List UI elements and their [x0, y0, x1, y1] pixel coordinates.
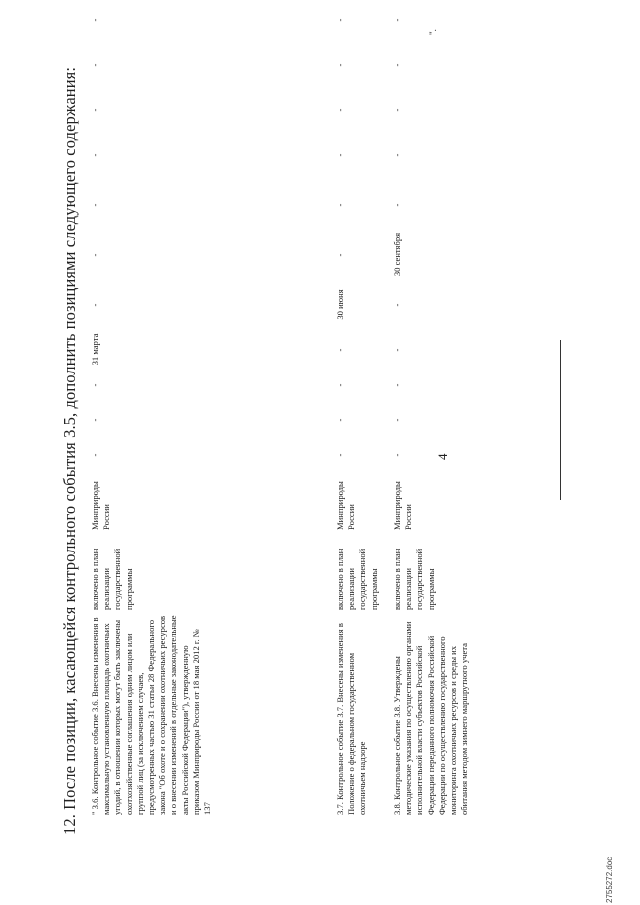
empty-period-cell: -	[335, 153, 345, 157]
deadline-cell: 31 марта	[90, 333, 100, 366]
status-cell: включено в план реализации государственной программы	[90, 548, 134, 610]
empty-period-cell: -	[335, 418, 345, 422]
empty-period-cell: -	[392, 203, 402, 207]
separator-line	[560, 340, 561, 500]
empty-period-cell: -	[90, 153, 100, 157]
empty-period-cell: -	[392, 303, 402, 307]
empty-period-cell: -	[392, 63, 402, 67]
deadline-cell: 30 сентября	[392, 232, 402, 277]
empty-period-cell: -	[335, 63, 345, 67]
empty-period-cell: -	[90, 418, 100, 422]
responsible-cell: Минприроды России	[392, 481, 414, 530]
page-number: 4	[435, 453, 450, 460]
status-cell: включено в план реализации государственной программы	[335, 548, 379, 610]
empty-period-cell: -	[90, 253, 100, 257]
empty-period-cell: -	[392, 418, 402, 422]
empty-period-cell: -	[90, 383, 100, 387]
empty-period-cell: -	[335, 253, 345, 257]
empty-period-cell: -	[335, 108, 345, 112]
event-cell: 3.8. Контрольное событие 3.8. Утверждены методические указания по осуществлению органами исполнительной власти субъектов Российской Федерации переданного полномочия Российской Федерации по осуществлению государственного мониторинга охотничьих ресурсов и среды их обитания методом зимнего маршрутного учета	[392, 621, 470, 815]
responsible-cell: Минприроды России	[335, 481, 357, 530]
closing-quote: ".	[428, 29, 438, 35]
empty-period-cell: -	[335, 18, 345, 22]
empty-period-cell: -	[392, 453, 402, 457]
status-cell: включено в план реализации государственной программы	[392, 548, 436, 610]
empty-period-cell: -	[392, 108, 402, 112]
empty-period-cell: -	[392, 383, 402, 387]
empty-period-cell: -	[335, 203, 345, 207]
empty-period-cell: -	[392, 153, 402, 157]
empty-period-cell: -	[90, 63, 100, 67]
empty-period-cell: -	[90, 203, 100, 207]
deadline-cell: 30 июня	[335, 289, 345, 320]
empty-period-cell: -	[90, 108, 100, 112]
event-cell: " 3.6. Контрольное событие 3.6. Внесены изменения в максимальную установленную площадь охотничьих угодий, в отношении которых могут быть заключены охотхозяйственные соглашения одним лицом или группой лиц (за исключением случаев, предусмотренных частью 31 статьи 28 Федерального закона "Об охоте и о сохранении охотничьих ресурсов и о внесении изменений в отдельные законодательные акты Российской Федерации"), утвержденную приказом Минприроды России от 18 мая 2012 г. № 137	[90, 615, 213, 815]
empty-period-cell: -	[335, 348, 345, 352]
empty-period-cell: -	[335, 383, 345, 387]
empty-period-cell: -	[392, 348, 402, 352]
empty-period-cell: -	[90, 18, 100, 22]
empty-period-cell: -	[392, 18, 402, 22]
file-reference: 2755272.doc	[605, 856, 614, 903]
empty-period-cell: -	[335, 453, 345, 457]
section-heading: 12. После позиции, касающейся контрольного события 3.5, дополнить позициями следующего содержания:	[60, 66, 79, 835]
responsible-cell: Минприроды России	[90, 481, 112, 530]
empty-period-cell: -	[90, 303, 100, 307]
event-cell: 3.7. Контрольное событие 3.7. Внесены изменения в Положение о федеральном государственном охотничьем надзоре	[335, 623, 368, 815]
empty-period-cell: -	[90, 453, 100, 457]
